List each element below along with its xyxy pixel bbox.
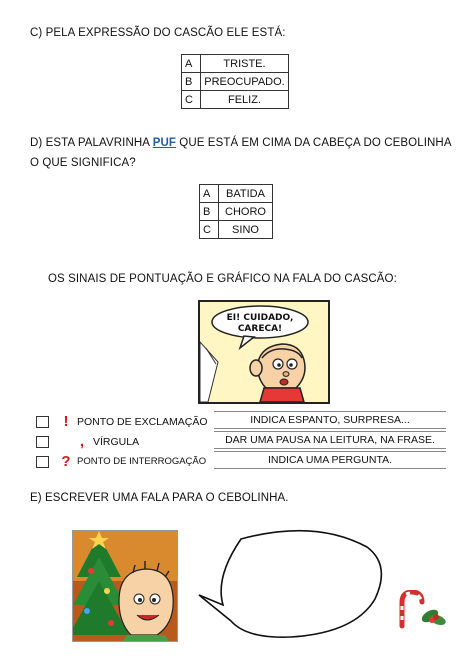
option-letter: A xyxy=(200,185,219,203)
sign-name: PONTO DE INTERROGAÇÃO xyxy=(77,456,207,467)
comma-symbol: , xyxy=(79,433,85,450)
option-letter: B xyxy=(182,73,201,91)
comic-panel-cascao xyxy=(198,300,330,404)
option-letter: A xyxy=(182,55,201,73)
candy-cane-holly-icon xyxy=(392,590,446,630)
option-text: TRISTE. xyxy=(201,55,289,73)
option-text: CHORO xyxy=(219,203,273,221)
sign-name: VÍRGULA xyxy=(93,435,140,448)
option-text: FELIZ. xyxy=(201,91,289,109)
question-symbol: ? xyxy=(61,453,71,470)
checkbox[interactable] xyxy=(36,416,49,428)
option-text: SINO xyxy=(219,221,273,239)
option-row[interactable] xyxy=(200,221,273,239)
option-row[interactable] xyxy=(182,55,289,73)
option-row[interactable] xyxy=(200,185,273,203)
sign-meaning: INDICA ESPANTO, SURPRESA... xyxy=(214,411,446,429)
sign-name: PONTO DE EXCLAMAÇÃO xyxy=(77,415,208,428)
signs-section-title: OS SINAIS DE PONTUAÇÃO E GRÁFICO NA FALA DO CASCÃO: xyxy=(48,273,397,285)
cebolinha-christmas-image xyxy=(72,530,178,642)
question-d-prompt-before: D) ESTA PALAVRINHA xyxy=(30,137,153,149)
sign-row-question xyxy=(36,453,206,470)
question-e-prompt: E) ESCREVER UMA FALA PARA O CEBOLINHA. xyxy=(30,492,289,504)
question-c-prompt: C) PELA EXPRESSÃO DO CASCÃO ELE ESTÁ: xyxy=(30,27,286,39)
question-d-options xyxy=(199,184,273,239)
comic-speech-line1: EI! CUIDADO, xyxy=(226,313,294,323)
checkbox[interactable] xyxy=(36,436,49,448)
keyword-puf: PUF xyxy=(152,137,176,149)
comic-speech-line2: CARECA! xyxy=(237,324,283,334)
option-letter: B xyxy=(200,203,219,221)
sign-meaning: DAR UMA PAUSA NA LEITURA, NA FRASE. xyxy=(214,431,446,449)
option-row[interactable] xyxy=(200,203,273,221)
option-letter: C xyxy=(182,91,201,109)
option-row[interactable] xyxy=(182,73,289,91)
option-text: PREOCUPADO. xyxy=(201,73,289,91)
option-text: BATIDA xyxy=(219,185,273,203)
sign-row-exclamation xyxy=(36,413,208,430)
question-c-options xyxy=(181,54,289,109)
option-letter: C xyxy=(200,221,219,239)
exclamation-symbol: ! xyxy=(63,413,69,430)
speech-bubble-blank[interactable] xyxy=(195,525,385,645)
comic-illustration xyxy=(200,302,328,402)
option-row[interactable] xyxy=(182,91,289,109)
sign-meaning: INDICA UMA PERGUNTA. xyxy=(214,451,446,469)
question-d-prompt-line2: O QUE SIGNIFICA? xyxy=(30,157,136,169)
question-d-prompt-after: QUE ESTÁ EM CIMA DA CABEÇA DO CEBOLINHA xyxy=(176,137,452,149)
checkbox[interactable] xyxy=(36,456,49,468)
question-d-prompt xyxy=(30,137,452,149)
sign-row-comma xyxy=(36,433,139,450)
